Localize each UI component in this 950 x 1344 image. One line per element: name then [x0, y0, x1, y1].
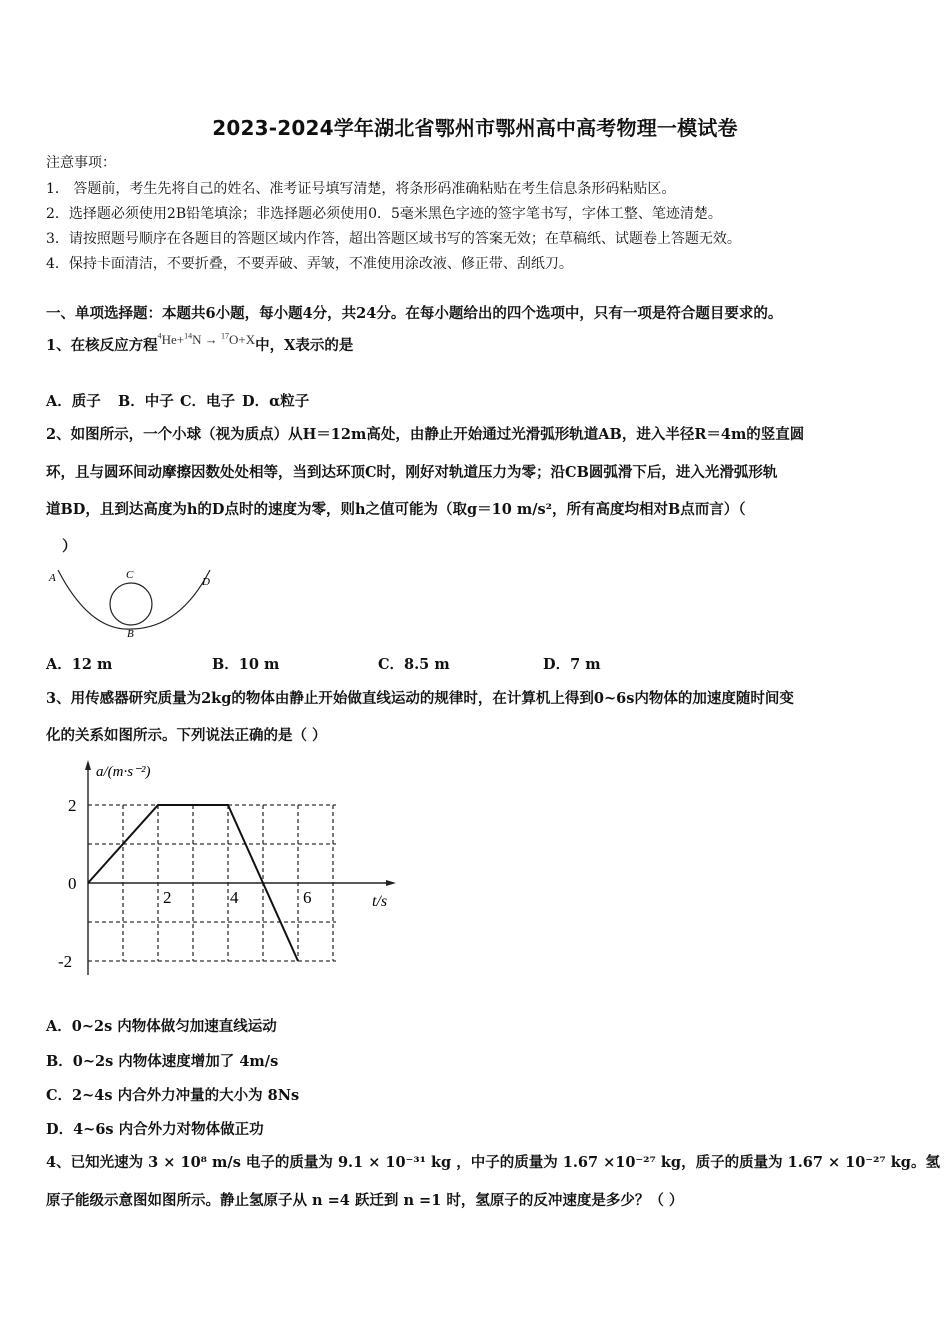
notice-item-2: 2．选择题必须使用2B铅笔填涂；非选择题必须使用0．5毫米黑色字迹的签字笔书写，字体工整、笔迹清楚。	[46, 206, 722, 222]
y-axis-arrow-icon	[85, 760, 91, 770]
y-tick-neg2: -2	[58, 952, 73, 971]
notice-item-4: 4．保持卡面清洁，不要折叠，不要弄破、弄皱，不准使用涂改液、修正带、刮纸刀。	[46, 256, 573, 272]
q3-option-a[interactable]: A．0~2s 内物体做匀加速直线运动	[46, 1018, 277, 1035]
notice-item-1: 1． 答题前，考生先将自己的姓名、准考证号填写清楚，将条形码准确粘贴在考生信息条形码粘贴区。	[46, 181, 676, 197]
q1-option-d[interactable]: D．α粒子	[242, 393, 310, 410]
question-3-line-2: 化的关系如图所示。下列说法正确的是（ ）	[46, 727, 327, 744]
acceleration-time-chart	[40, 755, 410, 985]
arrow-icon: →	[204, 332, 218, 347]
x-axis-arrow-icon	[386, 880, 396, 886]
question-1-stem-before: 在核反应方程	[70, 337, 158, 354]
q1-option-c[interactable]: C．电子	[180, 393, 236, 410]
q3-option-d[interactable]: D．4~6s 内合外力对物体做正功	[46, 1121, 264, 1138]
question-2-line-1: 2、如图所示，一个小球（视为质点）从H＝12m高处，由静止开始通过光滑弧形轨道AB，进入半径R＝4m的竖直圆	[46, 426, 805, 443]
q2-option-a[interactable]: A．12 m	[46, 656, 113, 673]
question-1-stem-after: 中，X表示的是	[255, 337, 354, 354]
question-4-number: 4、	[46, 1154, 71, 1171]
question-1-number: 1、	[46, 337, 71, 354]
question-4-line-1: 4、已知光速为 3 × 10⁸ m/s 电子的质量为 9.1 × 10⁻³¹ kg ，中子的质量为 1.67 ×10⁻²⁷ kg，质子的质量为 1.67 × 10⁻²⁷ kg。氢	[46, 1154, 940, 1171]
question-2-line-3: 道BD，且到达高度为h的D点时的速度为零，则h之值可能为（取g＝10 m/s²，所有高度均相对B点而言）（	[46, 501, 746, 518]
section-heading: 一、单项选择题：本题共6小题，每小题4分，共24分。在每小题给出的四个选项中，只有一项是符合题目要求的。	[46, 305, 783, 322]
y-tick-0: 0	[68, 874, 77, 893]
nuclear-equation: $^4$He+$^{14}$N → $^{17}$O+X	[157, 331, 256, 347]
question-3-line-1: 3、用传感器研究质量为2kg的物体由静止开始做直线运动的规律时，在计算机上得到0~6s内物体的加速度随时间变	[46, 690, 794, 707]
notice-heading: 注意事项：	[46, 155, 116, 171]
q2-option-b[interactable]: B．10 m	[212, 656, 280, 673]
q2-option-c[interactable]: C．8.5 m	[378, 656, 450, 673]
x-axis-label: t/s	[372, 893, 388, 910]
question-1-stem	[46, 331, 354, 355]
question-3-number: 3、	[46, 690, 71, 707]
q3-option-b[interactable]: B．0~2s 内物体速度增加了 4m/s	[46, 1053, 279, 1070]
question-2-line-2: 环，且与圆环间动摩擦因数处处相等，当到达环顶C时，刚好对轨道压力为零；沿CB圆弧滑下后，进入光滑弧形轨	[46, 464, 778, 481]
x-tick-6: 6	[303, 888, 312, 907]
q1-option-a[interactable]: A．质子	[46, 393, 101, 410]
label-d: D	[202, 576, 210, 588]
question-2-number: 2、	[46, 426, 71, 443]
question-2-line-4: ）	[62, 538, 77, 555]
label-a: A	[49, 572, 56, 584]
q1-option-b[interactable]: B．中子	[118, 393, 174, 410]
x-tick-4: 4	[230, 888, 239, 907]
track-loop-figure	[40, 562, 230, 640]
x-tick-2: 2	[163, 888, 172, 907]
label-c: C	[126, 569, 134, 581]
notice-item-3: 3．请按照题号顺序在各题目的答题区域内作答，超出答题区域书写的答案无效；在草稿纸、试题卷上答题无效。	[46, 231, 741, 247]
label-b: B	[127, 628, 134, 640]
question-4-line-2: 原子能级示意图如图所示。静止氢原子从 n =4 跃迁到 n =1 时，氢原子的反冲速度是多少？（ ）	[46, 1192, 684, 1209]
exam-title: 2023-2024学年湖北省鄂州市鄂州高中高考物理一模试卷	[212, 116, 738, 140]
y-axis-label: a/(m·s⁻²)	[96, 764, 151, 780]
q2-option-d[interactable]: D．7 m	[543, 656, 601, 673]
q3-option-c[interactable]: C．2~4s 内合外力冲量的大小为 8Ns	[46, 1087, 300, 1104]
y-tick-2: 2	[68, 796, 77, 815]
